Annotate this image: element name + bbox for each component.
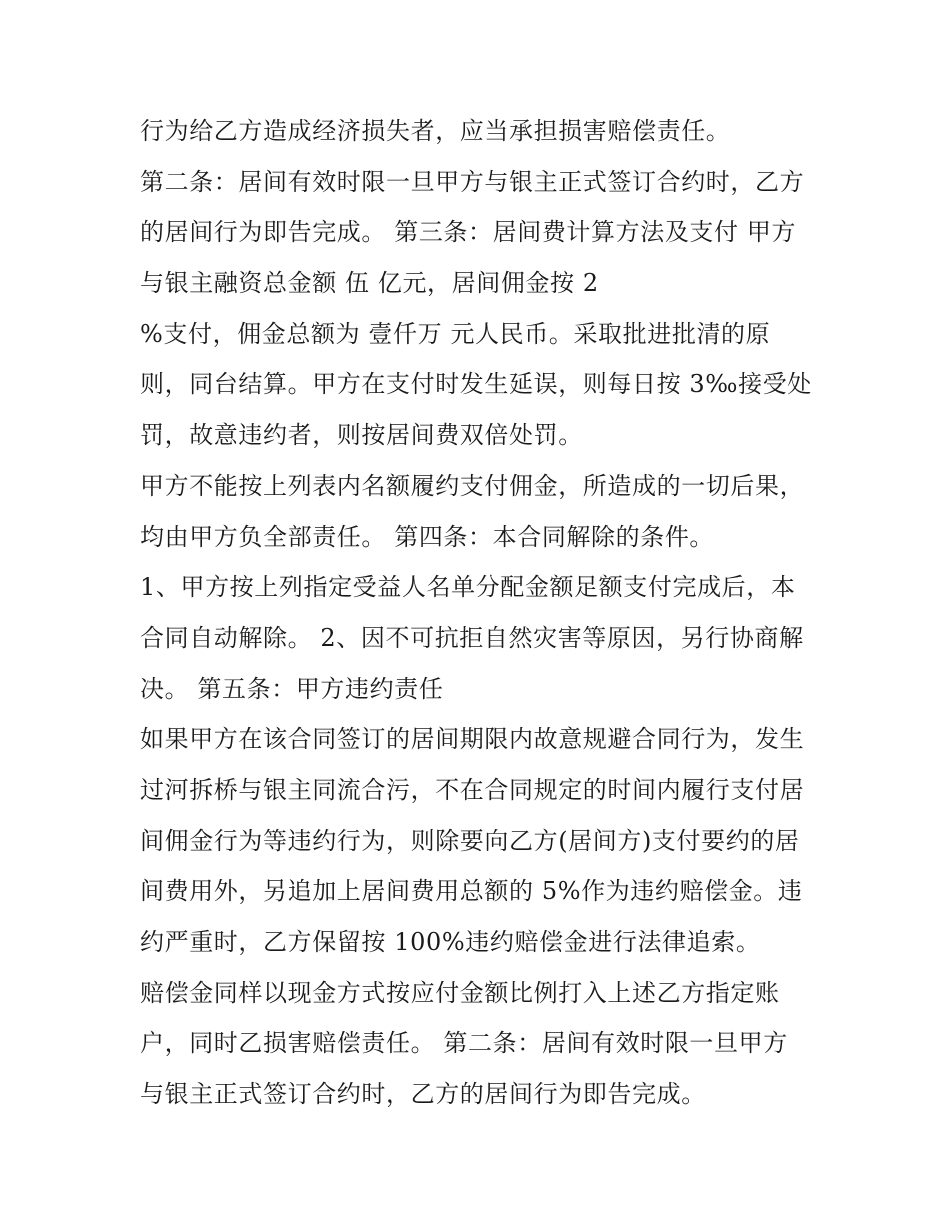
text-line: 间佣金行为等违约行为，则除要向乙方(居间方)支付要约的居: [140, 826, 800, 855]
text-line: 则，同台结算。甲方在支付时发生延误，则每日按 3‰接受处: [140, 370, 812, 399]
text-line: 的居间行为即告完成。 第三条：居间费计算方法及支付 甲方: [140, 218, 797, 247]
text-line: 过河拆桥与银主同流合污，不在合同规定的时间内履行支付居: [140, 775, 805, 804]
text-line: 约严重时，乙方保留按 100%违约赔偿金进行法律追索。: [140, 928, 761, 956]
text-line: %支付，佣金总额为 壹仟万 元人民币。采取批进批清的原: [140, 319, 771, 348]
text-line: 行为给乙方造成经济损失者，应当承担损害赔偿责任。: [140, 117, 731, 145]
text-line: 决。 第五条：甲方违约责任: [140, 674, 444, 703]
text-line: 户，同时乙损害赔偿责任。 第二条：居间有效时限一旦甲方: [140, 1029, 788, 1058]
text-line: 赔偿金同样以现金方式按应付金额比例打入上述乙方指定账: [140, 978, 780, 1007]
text-line: 如果甲方在该合同签订的居间期限内故意规避合同行为，发生: [140, 725, 805, 754]
contract-text: [140, 106, 830, 1120]
text-line: 间费用外，另追加上居间费用总额的 5%作为违约赔偿金。违: [140, 877, 803, 906]
text-line: 与银主融资总金额 伍 亿元，居间佣金按 2: [140, 269, 599, 298]
text-line: 甲方不能按上列表内名额履约支付佣金，所造成的一切后果，: [140, 471, 805, 500]
text-line: 与银主正式签订合约时，乙方的居间行为即告完成。: [140, 1080, 706, 1109]
text-line: 1、甲方按上列指定受益人名单分配金额足额支付完成后，本: [140, 573, 796, 602]
text-line: 罚，故意违约者，则按居间费双倍处罚。: [140, 421, 583, 450]
text-line: 第二条：居间有效时限一旦甲方与银主正式签订合约时，乙方: [140, 167, 805, 196]
text-line: 合同自动解除。 2、因不可抗拒自然灾害等原因，另行协商解: [140, 623, 804, 652]
text-line: 均由甲方负全部责任。 第四条：本合同解除的条件。: [140, 522, 715, 551]
